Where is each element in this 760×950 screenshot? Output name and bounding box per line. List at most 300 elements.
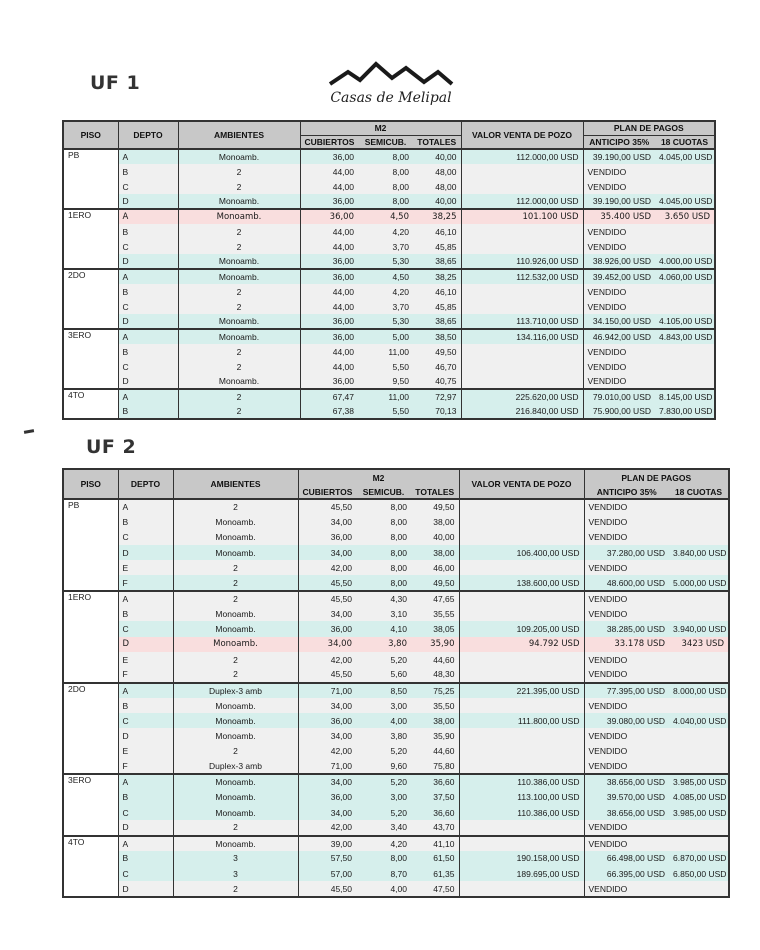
brand-logo — [326, 60, 456, 112]
table-row — [63, 683, 729, 698]
totales-cell: 38,50 — [413, 329, 461, 344]
anticipo-cell: VENDIDO — [584, 560, 669, 575]
anticipo-cell: VENDIDO — [583, 164, 655, 179]
totales-cell: 35,55 — [411, 606, 459, 621]
valor-cell — [461, 299, 583, 314]
cuotas-cell: 6.850,00 USD — [669, 866, 729, 881]
cubiertos-cell: 36,00 — [298, 790, 356, 805]
valor-cell — [459, 728, 584, 743]
table-row — [63, 499, 729, 514]
cubiertos-cell: 57,00 — [298, 866, 356, 881]
depto-cell: B — [118, 698, 173, 713]
anticipo-cell: 37.280,00 USD — [584, 545, 669, 560]
ambientes-cell: 2 — [173, 667, 298, 682]
semicub-cell: 4,10 — [356, 621, 411, 636]
totales-cell: 48,00 — [413, 164, 461, 179]
cubiertos-cell: 34,00 — [298, 774, 356, 789]
valor-cell: 221.395,00 USD — [459, 683, 584, 698]
piso-label: 1ERO — [63, 209, 118, 269]
cuotas-cell: 3.940,00 USD — [669, 621, 729, 636]
cubiertos-cell: 36,00 — [300, 149, 358, 164]
ambientes-cell: Monoamb. — [173, 621, 298, 636]
cuotas-cell — [655, 164, 715, 179]
table-row — [63, 652, 729, 667]
depto-cell: C — [118, 179, 178, 194]
ambientes-cell: 2 — [178, 344, 300, 359]
depto-cell: C — [118, 713, 173, 728]
table-row — [63, 759, 729, 774]
cubiertos-cell: 39,00 — [298, 836, 356, 851]
cubiertos-cell: 34,00 — [298, 698, 356, 713]
table-row — [63, 374, 715, 389]
piso-label: 4TO — [63, 836, 118, 897]
table-row — [63, 728, 729, 743]
piso-label: PB — [63, 499, 118, 591]
ambientes-cell: 2 — [178, 359, 300, 374]
totales-cell: 49,50 — [411, 575, 459, 590]
totales-cell: 61,35 — [411, 866, 459, 881]
header-semicub: SEMICUB. — [358, 135, 413, 149]
header-cubiertos: CUBIERTOS — [298, 485, 356, 499]
totales-cell: 46,00 — [411, 560, 459, 575]
table-row — [63, 851, 729, 866]
valor-cell: 113.100,00 USD — [459, 790, 584, 805]
semicub-cell: 8,00 — [358, 179, 413, 194]
totales-cell: 75,25 — [411, 683, 459, 698]
cubiertos-cell: 44,00 — [300, 224, 358, 239]
cuotas-cell — [669, 530, 729, 545]
cubiertos-cell: 57,50 — [298, 851, 356, 866]
margin-mark — [24, 429, 34, 434]
table-row — [63, 836, 729, 851]
valor-cell — [459, 591, 584, 606]
cubiertos-cell: 67,38 — [300, 404, 358, 419]
totales-cell: 38,00 — [411, 545, 459, 560]
header-m2: M2 — [300, 121, 461, 135]
valor-cell — [461, 344, 583, 359]
totales-cell: 44,60 — [411, 652, 459, 667]
valor-cell — [461, 224, 583, 239]
semicub-cell: 4,20 — [358, 224, 413, 239]
anticipo-cell: 35.400 USD — [583, 209, 655, 224]
cubiertos-cell: 36,00 — [300, 329, 358, 344]
uf2-title: UF 2 — [86, 436, 137, 458]
depto-cell: B — [118, 344, 178, 359]
anticipo-cell: VENDIDO — [584, 667, 669, 682]
cuotas-cell — [669, 836, 729, 851]
depto-cell: A — [118, 591, 173, 606]
depto-cell: D — [118, 374, 178, 389]
valor-cell — [459, 530, 584, 545]
cubiertos-cell: 36,00 — [298, 530, 356, 545]
header-plan: PLAN DE PAGOS — [583, 121, 715, 135]
depto-cell: D — [118, 254, 178, 269]
table-row — [63, 866, 729, 881]
cuotas-cell — [669, 728, 729, 743]
anticipo-cell: 66.498,00 USD — [584, 851, 669, 866]
anticipo-cell: 66.395,00 USD — [584, 866, 669, 881]
valor-cell: 110.386,00 USD — [459, 805, 584, 820]
piso-label: 2DO — [63, 269, 118, 329]
cuotas-cell — [655, 239, 715, 254]
semicub-cell: 4,00 — [356, 713, 411, 728]
depto-cell: E — [118, 652, 173, 667]
cubiertos-cell: 44,00 — [300, 299, 358, 314]
header-semicub: SEMICUB. — [356, 485, 411, 499]
totales-cell: 38,00 — [411, 713, 459, 728]
valor-cell — [459, 881, 584, 896]
cubiertos-cell: 34,00 — [298, 545, 356, 560]
depto-cell: D — [118, 881, 173, 896]
totales-cell: 75,80 — [411, 759, 459, 774]
depto-cell: D — [118, 545, 173, 560]
cubiertos-cell: 45,50 — [298, 881, 356, 896]
totales-cell: 35,50 — [411, 698, 459, 713]
ambientes-cell: 2 — [178, 284, 300, 299]
valor-cell: 110.386,00 USD — [459, 774, 584, 789]
semicub-cell: 4,50 — [358, 209, 413, 224]
depto-cell: C — [118, 359, 178, 374]
table-row — [63, 299, 715, 314]
cubiertos-cell: 34,00 — [298, 606, 356, 621]
cuotas-cell — [669, 759, 729, 774]
cuotas-cell — [669, 667, 729, 682]
header-anticipo: ANTICIPO 35% — [583, 135, 655, 149]
totales-cell: 40,00 — [413, 194, 461, 209]
ambientes-cell: 2 — [173, 591, 298, 606]
anticipo-cell: VENDIDO — [583, 374, 655, 389]
table-row — [63, 667, 729, 682]
totales-cell: 40,00 — [411, 530, 459, 545]
semicub-cell: 8,00 — [356, 560, 411, 575]
depto-cell: C — [118, 530, 173, 545]
semicub-cell: 8,70 — [356, 866, 411, 881]
valor-cell — [459, 499, 584, 514]
totales-cell: 38,65 — [413, 254, 461, 269]
cuotas-cell — [655, 344, 715, 359]
valor-cell: 138.600,00 USD — [459, 575, 584, 590]
table-row — [63, 530, 729, 545]
cuotas-cell: 4.105,00 USD — [655, 314, 715, 329]
depto-cell: A — [118, 389, 178, 404]
totales-cell: 48,30 — [411, 667, 459, 682]
valor-cell: 216.840,00 USD — [461, 404, 583, 419]
uf1-title: UF 1 — [90, 72, 141, 94]
depto-cell: C — [118, 621, 173, 636]
depto-cell: F — [118, 667, 173, 682]
table-row — [63, 637, 729, 652]
valor-cell: 190.158,00 USD — [459, 851, 584, 866]
cuotas-cell — [655, 359, 715, 374]
totales-cell: 70,13 — [413, 404, 461, 419]
semicub-cell: 3,80 — [356, 728, 411, 743]
anticipo-cell: VENDIDO — [584, 606, 669, 621]
totales-cell: 46,70 — [413, 359, 461, 374]
valor-cell — [461, 359, 583, 374]
cuotas-cell — [669, 820, 729, 835]
ambientes-cell: Monoamb. — [178, 194, 300, 209]
ambientes-cell: Monoamb. — [173, 514, 298, 529]
table-row — [63, 820, 729, 835]
depto-cell: B — [118, 851, 173, 866]
cubiertos-cell: 36,00 — [298, 713, 356, 728]
totales-cell: 46,10 — [413, 224, 461, 239]
anticipo-cell: VENDIDO — [584, 698, 669, 713]
depto-cell: D — [118, 194, 178, 209]
cuotas-cell: 4.060,00 USD — [655, 269, 715, 284]
anticipo-cell: VENDIDO — [584, 836, 669, 851]
cubiertos-cell: 42,00 — [298, 820, 356, 835]
table-row — [63, 698, 729, 713]
cubiertos-cell: 42,00 — [298, 744, 356, 759]
valor-cell: 94.792 USD — [459, 637, 584, 652]
ambientes-cell: Duplex-3 amb — [173, 759, 298, 774]
cuotas-cell: 8.000,00 USD — [669, 683, 729, 698]
semicub-cell: 3,00 — [356, 698, 411, 713]
cubiertos-cell: 45,50 — [298, 667, 356, 682]
header-cuotas: 18 CUOTAS — [669, 485, 729, 499]
cubiertos-cell: 44,00 — [300, 239, 358, 254]
cubiertos-cell: 34,00 — [298, 514, 356, 529]
cuotas-cell: 5.000,00 USD — [669, 575, 729, 590]
semicub-cell: 5,20 — [356, 744, 411, 759]
ambientes-cell: Monoamb. — [178, 149, 300, 164]
cubiertos-cell: 36,00 — [300, 314, 358, 329]
piso-label: 1ERO — [63, 591, 118, 683]
piso-label: 4TO — [63, 389, 118, 419]
cubiertos-cell: 42,00 — [298, 560, 356, 575]
cuotas-cell — [655, 224, 715, 239]
table-row — [63, 790, 729, 805]
cuotas-cell — [669, 560, 729, 575]
ambientes-cell: 2 — [178, 179, 300, 194]
semicub-cell: 9,50 — [358, 374, 413, 389]
table-row — [63, 591, 729, 606]
cubiertos-cell: 45,50 — [298, 575, 356, 590]
valor-cell: 189.695,00 USD — [459, 866, 584, 881]
piso-label: PB — [63, 149, 118, 209]
ambientes-cell: Monoamb. — [173, 836, 298, 851]
totales-cell: 36,60 — [411, 805, 459, 820]
totales-cell: 45,85 — [413, 239, 461, 254]
semicub-cell: 4,20 — [358, 284, 413, 299]
cubiertos-cell: 36,00 — [298, 621, 356, 636]
totales-cell: 37,50 — [411, 790, 459, 805]
table-row — [63, 149, 715, 164]
uf1-table-wrap — [62, 120, 716, 420]
totales-cell: 47,65 — [411, 591, 459, 606]
table-row — [63, 314, 715, 329]
anticipo-cell: VENDIDO — [583, 344, 655, 359]
anticipo-cell: VENDIDO — [583, 284, 655, 299]
totales-cell: 38,00 — [411, 514, 459, 529]
cuotas-cell: 3.985,00 USD — [669, 805, 729, 820]
ambientes-cell: 2 — [178, 224, 300, 239]
cuotas-cell: 7.830,00 USD — [655, 404, 715, 419]
depto-cell: C — [118, 866, 173, 881]
cuotas-cell — [669, 652, 729, 667]
valor-cell — [461, 284, 583, 299]
depto-cell: C — [118, 805, 173, 820]
valor-cell — [459, 514, 584, 529]
header-piso: PISO — [63, 469, 118, 499]
cuotas-cell: 8.145,00 USD — [655, 389, 715, 404]
table-row — [63, 713, 729, 728]
totales-cell: 49,50 — [413, 344, 461, 359]
ambientes-cell: Monoamb. — [178, 314, 300, 329]
cuotas-cell — [669, 514, 729, 529]
cubiertos-cell: 44,00 — [300, 164, 358, 179]
table-row — [63, 329, 715, 344]
anticipo-cell: VENDIDO — [583, 239, 655, 254]
table-row — [63, 254, 715, 269]
valor-cell: 225.620,00 USD — [461, 389, 583, 404]
cuotas-cell: 4.085,00 USD — [669, 790, 729, 805]
cuotas-cell — [669, 881, 729, 896]
uf2-table-wrap — [62, 468, 730, 898]
ambientes-cell: 3 — [173, 851, 298, 866]
cubiertos-cell: 45,50 — [298, 499, 356, 514]
header-anticipo: ANTICIPO 35% — [584, 485, 669, 499]
valor-cell — [459, 820, 584, 835]
cuotas-cell: 3.840,00 USD — [669, 545, 729, 560]
header-ambientes: AMBIENTES — [178, 121, 300, 149]
cuotas-cell: 3423 USD — [669, 637, 729, 652]
table-row — [63, 744, 729, 759]
table-row — [63, 269, 715, 284]
ambientes-cell: 2 — [178, 389, 300, 404]
ambientes-cell: Monoamb. — [178, 374, 300, 389]
depto-cell: A — [118, 329, 178, 344]
depto-cell: B — [118, 224, 178, 239]
semicub-cell: 4,20 — [356, 836, 411, 851]
ambientes-cell: Monoamb. — [173, 774, 298, 789]
ambientes-cell: Monoamb. — [173, 728, 298, 743]
totales-cell: 45,85 — [413, 299, 461, 314]
cuotas-cell: 6.870,00 USD — [669, 851, 729, 866]
cuotas-cell — [655, 374, 715, 389]
cuotas-cell: 4.045,00 USD — [655, 149, 715, 164]
semicub-cell: 5,50 — [358, 404, 413, 419]
ambientes-cell: Monoamb. — [178, 254, 300, 269]
table-row — [63, 774, 729, 789]
cubiertos-cell: 42,00 — [298, 652, 356, 667]
valor-cell: 101.100 USD — [461, 209, 583, 224]
table-row — [63, 881, 729, 896]
cuotas-cell: 4.045,00 USD — [655, 194, 715, 209]
depto-cell: A — [118, 499, 173, 514]
semicub-cell: 3,10 — [356, 606, 411, 621]
ambientes-cell: 3 — [173, 866, 298, 881]
table-row — [63, 239, 715, 254]
anticipo-cell: 33.178 USD — [584, 637, 669, 652]
header-totales: TOTALES — [411, 485, 459, 499]
cuotas-cell: 4.843,00 USD — [655, 329, 715, 344]
valor-cell — [461, 179, 583, 194]
anticipo-cell: 34.150,00 USD — [583, 314, 655, 329]
depto-cell: B — [118, 404, 178, 419]
cuotas-cell — [655, 299, 715, 314]
ambientes-cell: Monoamb. — [173, 530, 298, 545]
valor-cell: 113.710,00 USD — [461, 314, 583, 329]
ambientes-cell: 2 — [173, 499, 298, 514]
totales-cell: 61,50 — [411, 851, 459, 866]
depto-cell: A — [118, 836, 173, 851]
header-depto: DEPTO — [118, 469, 173, 499]
totales-cell: 44,60 — [411, 744, 459, 759]
totales-cell: 38,25 — [413, 269, 461, 284]
semicub-cell: 3,40 — [356, 820, 411, 835]
cuotas-cell: 3.650 USD — [655, 209, 715, 224]
table-row — [63, 389, 715, 404]
cubiertos-cell: 36,00 — [300, 254, 358, 269]
semicub-cell: 3,70 — [358, 239, 413, 254]
semicub-cell: 8,00 — [356, 514, 411, 529]
semicub-cell: 8,00 — [356, 499, 411, 514]
valor-cell — [459, 759, 584, 774]
semicub-cell: 5,30 — [358, 254, 413, 269]
table-row — [63, 560, 729, 575]
depto-cell: D — [118, 637, 173, 652]
table-row — [63, 194, 715, 209]
semicub-cell: 11,00 — [358, 389, 413, 404]
totales-cell: 41,10 — [411, 836, 459, 851]
totales-cell: 36,60 — [411, 774, 459, 789]
valor-cell — [459, 744, 584, 759]
ambientes-cell: Monoamb. — [173, 606, 298, 621]
cubiertos-cell: 44,00 — [300, 284, 358, 299]
valor-cell: 109.205,00 USD — [459, 621, 584, 636]
cubiertos-cell: 34,00 — [298, 805, 356, 820]
valor-cell: 112.532,00 USD — [461, 269, 583, 284]
header-ambientes: AMBIENTES — [173, 469, 298, 499]
anticipo-cell: 38.656,00 USD — [584, 774, 669, 789]
header-depto: DEPTO — [118, 121, 178, 149]
depto-cell: C — [118, 239, 178, 254]
header-plan: PLAN DE PAGOS — [584, 469, 729, 485]
anticipo-cell: 39.570,00 USD — [584, 790, 669, 805]
header-valor: VALOR VENTA DE POZO — [461, 121, 583, 149]
table-row — [63, 606, 729, 621]
valor-cell — [461, 374, 583, 389]
cuotas-cell — [655, 179, 715, 194]
anticipo-cell: VENDIDO — [584, 652, 669, 667]
totales-cell: 72,97 — [413, 389, 461, 404]
cuotas-cell: 3.985,00 USD — [669, 774, 729, 789]
semicub-cell: 5,20 — [356, 805, 411, 820]
ambientes-cell: 2 — [173, 560, 298, 575]
depto-cell: E — [118, 744, 173, 759]
header-piso: PISO — [63, 121, 118, 149]
cubiertos-cell: 71,00 — [298, 759, 356, 774]
cubiertos-cell: 34,00 — [298, 637, 356, 652]
totales-cell: 38,65 — [413, 314, 461, 329]
depto-cell: A — [118, 209, 178, 224]
valor-cell — [461, 239, 583, 254]
table-row — [63, 621, 729, 636]
cuotas-cell — [669, 591, 729, 606]
semicub-cell: 5,20 — [356, 652, 411, 667]
semicub-cell: 3,00 — [356, 790, 411, 805]
anticipo-cell: VENDIDO — [583, 299, 655, 314]
anticipo-cell: 38.656,00 USD — [584, 805, 669, 820]
ambientes-cell: 2 — [173, 575, 298, 590]
piso-label: 3ERO — [63, 774, 118, 835]
anticipo-cell: VENDIDO — [584, 514, 669, 529]
ambientes-cell: Monoamb. — [178, 329, 300, 344]
totales-cell: 48,00 — [413, 179, 461, 194]
cuotas-cell: 4.040,00 USD — [669, 713, 729, 728]
